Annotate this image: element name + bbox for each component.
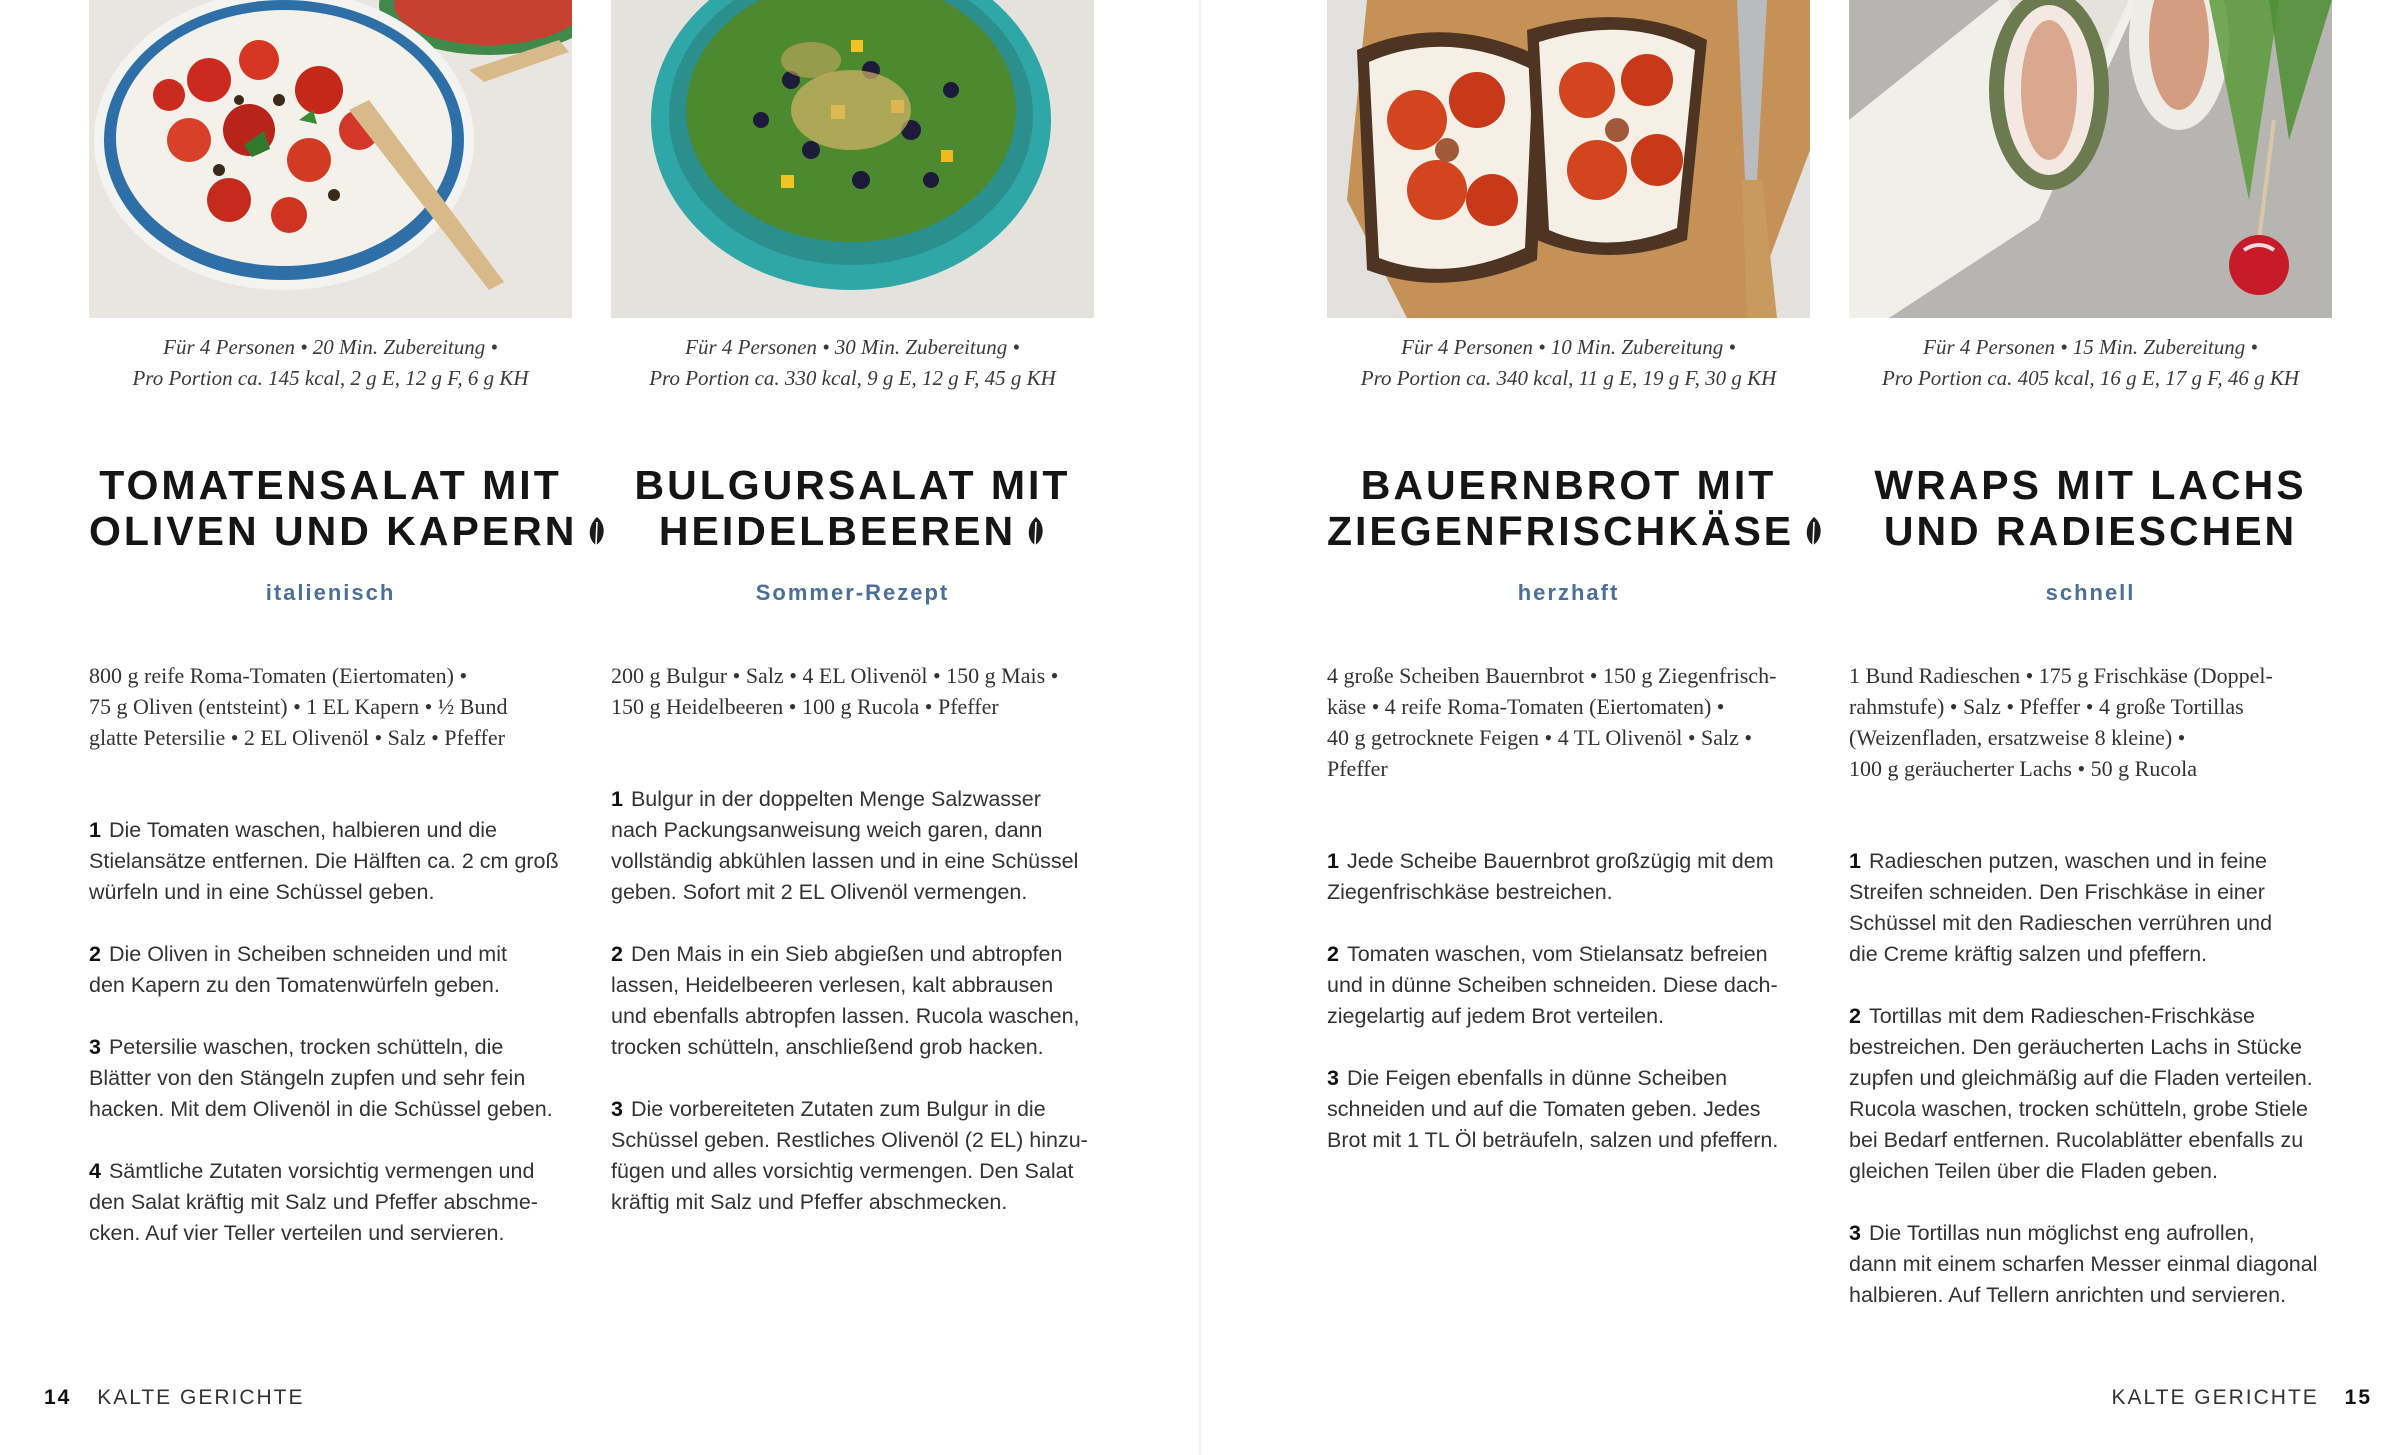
- step-line: Tomaten waschen, vom Stielansatz befreien: [1346, 942, 1768, 966]
- recipe-meta-line-2: Pro Portion ca. 145 kcal, 2 g E, 12 g F, 6 g KH: [132, 366, 529, 390]
- step-2: [611, 939, 1111, 1063]
- step-line: Die Oliven in Scheiben schneiden und mit: [108, 942, 507, 966]
- step-1: [1849, 846, 2349, 970]
- ingredient-line: 40 g getrocknete Feigen • 4 TL Olivenöl • Salz •: [1327, 725, 1753, 750]
- recipe-meta-line-1: Für 4 Personen • 20 Min. Zubereitung •: [163, 335, 498, 359]
- step-number: 1: [89, 818, 101, 842]
- step-line: Ziegenfrischkäse bestreichen.: [1327, 880, 1613, 904]
- ingredients: [1327, 660, 1827, 784]
- section-title: KALTE GERICHTE: [2111, 1386, 2319, 1409]
- photo-bread-goat-cheese: [1327, 0, 1810, 318]
- recipe-tag: italienisch: [265, 580, 396, 605]
- leaf-icon: [585, 516, 607, 548]
- photo-tomato-salad: [89, 0, 572, 318]
- footer-right: [2111, 1386, 2372, 1410]
- step-line: hacken. Mit dem Olivenöl in die Schüssel geben.: [89, 1097, 553, 1121]
- page-number: 15: [2344, 1386, 2372, 1409]
- step-line: Den Mais in ein Sieb abgießen und abtropfen: [630, 942, 1063, 966]
- ingredient-line: 4 große Scheiben Bauernbrot • 150 g Ziegenfrisch-: [1327, 663, 1777, 688]
- step-line: Schüssel geben. Restliches Olivenöl (2 EL) hinzu-: [611, 1128, 1088, 1152]
- recipe-meta-line-2: Pro Portion ca. 330 kcal, 9 g E, 12 g F, 45 g KH: [649, 366, 1056, 390]
- ingredient-line: 100 g geräucherter Lachs • 50 g Rucola: [1849, 756, 2197, 781]
- step-line: und in dünne Scheiben schneiden. Diese dach-: [1327, 973, 1778, 997]
- step-line: Schüssel mit den Radieschen verrühren und: [1849, 911, 2273, 935]
- recipe-meta-line-2: Pro Portion ca. 405 kcal, 16 g E, 17 g F, 46 g KH: [1881, 366, 2300, 390]
- recipe-meta-line-1: Für 4 Personen • 15 Min. Zubereitung •: [1923, 335, 2258, 359]
- step-number: 3: [89, 1035, 101, 1059]
- step-line: Rucola waschen, trocken schütteln, grobe Stiele: [1849, 1097, 2308, 1121]
- step-3: [89, 1032, 589, 1125]
- ingredient-line: 200 g Bulgur • Salz • 4 EL Olivenöl • 150 g Mais •: [611, 663, 1059, 688]
- recipe-title: [1849, 462, 2332, 554]
- leaf-icon: [1802, 516, 1824, 548]
- step-4: [89, 1156, 589, 1249]
- step-line: schneiden und auf die Tomaten geben. Jedes: [1327, 1097, 1761, 1121]
- step-line: cken. Auf vier Teller verteilen und servieren.: [89, 1221, 505, 1245]
- step-line: den Salat kräftig mit Salz und Pfeffer abschme-: [89, 1190, 538, 1214]
- step-3: [1327, 1063, 1827, 1156]
- ingredient-line: rahmstufe) • Salz • Pfeffer • 4 große Tortillas: [1849, 694, 2244, 719]
- recipe-title: [89, 462, 578, 554]
- page-number: 14: [44, 1386, 72, 1409]
- ingredient-line: 800 g reife Roma-Tomaten (Eiertomaten) •: [89, 663, 468, 688]
- step-line: nach Packungsanweisung weich garen, dann: [611, 818, 1043, 842]
- recipe-meta-line-1: Für 4 Personen • 30 Min. Zubereitung •: [685, 335, 1020, 359]
- step-line: Brot mit 1 TL Öl beträufeln, salzen und pfeffern.: [1327, 1128, 1779, 1152]
- leaf-icon: [1024, 516, 1046, 548]
- step-line: Stielansätze entfernen. Die Hälften ca. 2 cm groß: [89, 849, 559, 873]
- recipe-title-line-1: TOMATENSALAT MIT: [99, 462, 562, 508]
- step-number: 4: [89, 1159, 101, 1183]
- step-line: und ebenfalls abtropfen lassen. Rucola waschen,: [611, 1004, 1080, 1028]
- step-line: Die Tortillas nun möglichst eng aufrollen,: [1868, 1221, 2255, 1245]
- step-line: geben. Sofort mit 2 EL Olivenöl vermengen.: [611, 880, 1028, 904]
- step-number: 1: [611, 787, 623, 811]
- step-line: Jede Scheibe Bauernbrot großzügig mit dem: [1346, 849, 1774, 873]
- step-2: [89, 939, 589, 1001]
- ingredient-line: (Weizenfladen, ersatzweise 8 kleine) •: [1849, 725, 2186, 750]
- ingredients: [1849, 660, 2349, 784]
- ingredients: [611, 660, 1111, 722]
- ingredient-line: käse • 4 reife Roma-Tomaten (Eiertomaten) •: [1327, 694, 1725, 719]
- step-number: 1: [1849, 849, 1861, 873]
- steps: [1327, 846, 1827, 1187]
- step-line: Bulgur in der doppelten Menge Salzwasser: [630, 787, 1041, 811]
- photo-bulgur-salad: [611, 0, 1094, 318]
- step-line: würfeln und in eine Schüssel geben.: [89, 880, 435, 904]
- recipe-meta-line-1: Für 4 Personen • 10 Min. Zubereitung •: [1401, 335, 1736, 359]
- recipe-tag: herzhaft: [1517, 580, 1620, 605]
- step-line: ziegelartig auf jedem Brot verteilen.: [1327, 1004, 1665, 1028]
- step-line: Petersilie waschen, trocken schütteln, die: [108, 1035, 504, 1059]
- recipe-meta-line-2: Pro Portion ca. 340 kcal, 11 g E, 19 g F, 30 g KH: [1360, 366, 1777, 390]
- recipe-tag: schnell: [2045, 580, 2136, 605]
- recipe-title-line-2: OLIVEN UND KAPERN: [89, 508, 578, 554]
- step-1: [611, 784, 1111, 908]
- photo-salmon-wraps: [1849, 0, 2332, 318]
- step-line: Sämtliche Zutaten vorsichtig vermengen und: [108, 1159, 535, 1183]
- steps: [89, 815, 589, 1280]
- ingredient-line: 150 g Heidelbeeren • 100 g Rucola • Pfeffer: [611, 694, 999, 719]
- step-number: 2: [611, 942, 623, 966]
- step-line: Radieschen putzen, waschen und in feine: [1868, 849, 2267, 873]
- step-number: 2: [1849, 1004, 1861, 1028]
- steps: [1849, 846, 2349, 1342]
- step-line: trocken schütteln, anschließend grob hacken.: [611, 1035, 1044, 1059]
- recipe-title: [1327, 462, 1810, 554]
- step-number: 2: [1327, 942, 1339, 966]
- step-line: kräftig mit Salz und Pfeffer abschmecken.: [611, 1190, 1008, 1214]
- recipe-tag: Sommer-Rezept: [755, 580, 950, 605]
- step-line: die Creme kräftig salzen und pfeffern.: [1849, 942, 2208, 966]
- recipe-title-line-1: BAUERNBROT MIT: [1360, 462, 1777, 508]
- step-line: Die vorbereiteten Zutaten zum Bulgur in die: [630, 1097, 1046, 1121]
- step-3: [1849, 1218, 2349, 1311]
- step-line: Tortillas mit dem Radieschen-Frischkäse: [1868, 1004, 2255, 1028]
- step-line: zupfen und gleichmäßig auf die Fladen verteilen.: [1849, 1066, 2313, 1090]
- recipe-title-line-1: WRAPS MIT LACHS: [1874, 462, 2307, 508]
- recipe-title-line-2: ZIEGENFRISCHKÄSE: [1327, 508, 1795, 554]
- recipe-title-line-2: HEIDELBEEREN: [658, 508, 1017, 554]
- page-gutter: [1199, 0, 1201, 1455]
- step-2: [1849, 1001, 2349, 1187]
- steps: [611, 784, 1111, 1249]
- recipe-title-line-2: UND RADIESCHEN: [1883, 508, 2298, 554]
- step-line: Blätter von den Stängeln zupfen und sehr fein: [89, 1066, 526, 1090]
- step-line: den Kapern zu den Tomatenwürfeln geben.: [89, 973, 500, 997]
- ingredient-line: 1 Bund Radieschen • 175 g Frischkäse (Doppel-: [1849, 663, 2273, 688]
- ingredients: [89, 660, 589, 753]
- step-line: gleichen Teilen über die Fladen geben.: [1849, 1159, 2218, 1183]
- step-number: 3: [1327, 1066, 1339, 1090]
- recipe-title: [611, 462, 1094, 554]
- step-2: [1327, 939, 1827, 1032]
- step-line: fügen und alles vorsichtig vermengen. Den Salat: [611, 1159, 1074, 1183]
- ingredient-line: 75 g Oliven (entsteint) • 1 EL Kapern • ½ Bund: [89, 694, 508, 719]
- step-line: Die Feigen ebenfalls in dünne Scheiben: [1346, 1066, 1728, 1090]
- step-3: [611, 1094, 1111, 1218]
- footer-left: [44, 1386, 305, 1410]
- step-line: bei Bedarf entfernen. Rucolablätter ebenfalls zu: [1849, 1128, 2304, 1152]
- step-number: 3: [1849, 1221, 1861, 1245]
- step-number: 2: [89, 942, 101, 966]
- step-line: lassen, Heidelbeeren verlesen, kalt abbrausen: [611, 973, 1054, 997]
- step-number: 3: [611, 1097, 623, 1121]
- step-line: vollständig abkühlen lassen und in eine Schüssel: [611, 849, 1079, 873]
- ingredient-line: glatte Petersilie • 2 EL Olivenöl • Salz • Pfeffer: [89, 725, 505, 750]
- step-line: Die Tomaten waschen, halbieren und die: [108, 818, 498, 842]
- step-line: bestreichen. Den geräucherten Lachs in Stücke: [1849, 1035, 2302, 1059]
- ingredient-line: Pfeffer: [1327, 756, 1388, 781]
- step-line: dann mit einem scharfen Messer einmal diagonal: [1849, 1252, 2318, 1276]
- step-1: [89, 815, 589, 908]
- section-title: KALTE GERICHTE: [97, 1386, 305, 1409]
- step-line: Streifen schneiden. Den Frischkäse in einer: [1849, 880, 2265, 904]
- step-line: halbieren. Auf Tellern anrichten und servieren.: [1849, 1283, 2287, 1307]
- step-number: 1: [1327, 849, 1339, 873]
- recipe-title-line-1: BULGURSALAT MIT: [634, 462, 1071, 508]
- step-1: [1327, 846, 1827, 908]
